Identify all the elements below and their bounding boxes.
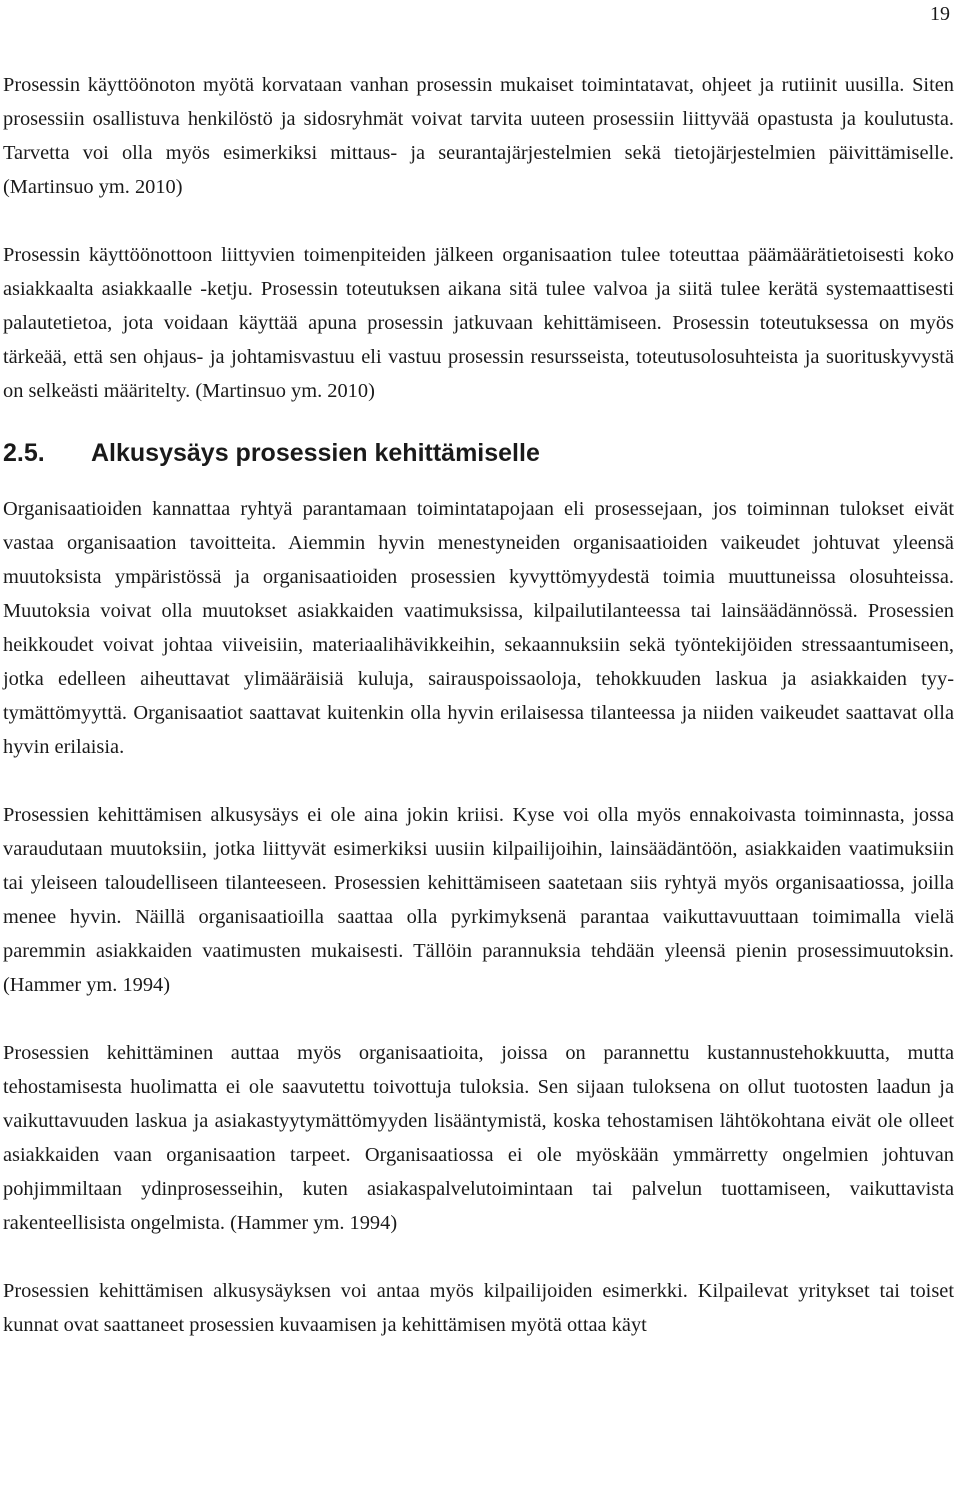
paragraph-1: Prosessin käyttöönoton myötä korvataan vanhan prosessin mukaiset toimintatavat, ohjeet ja rutiinit uusilla. Siten prosessiin osallistuva henkilöstö ja sidosryhmät voivat tarvita uuteen prosessiin liittyvää opastusta ja koulutusta. Tarvetta voi olla myös esimerkiksi mittaus- ja seurantajärjestelmien sekä tietojärjestelmien päivittämiselle. (Martinsuo ym. 2010) (3, 74, 954, 198)
paragraph-3: Organisaatioiden kannattaa ryhtyä parantamaan toimintatapojaan eli prosessejaan, jos toiminnan tulokset eivät vastaa organisaation tavoitteita. Aiemmin hyvin menestyneiden organisaatioiden vaikeudet johtuvat yleensä muutoksista ympäristössä ja organisaatioiden prosessien kyvyttömyydestä toimia muuttuneissa olosuhteissa. Muutoksia voivat olla muutokset asiakkaiden vaatimuksissa, kilpailutilanteessa tai lainsäädännössä. Prosessien heikkoudet voivat johtaa viiveisiin, materiaalihävikkeihin, sekaannuksiin sekä työntekijöiden stressaantumiseen, jotka edelleen aiheuttavat ylimääräisiä kuluja, sairauspoissaoloja, tehokkuuden laskua ja asiakkaiden tyytymättömyyttä. Organisaatiot saattavat kuitenkin olla hyvin erilaisessa tilanteessa ja niiden vaikeudet saattavat olla hyvin erilaisia. (3, 498, 954, 758)
paragraph-4: Prosessien kehittämisen alkusysäys ei ole aina jokin kriisi. Kyse voi olla myös ennakoivasta toiminnasta, jossa varaudutaan muutoksiin, jotka liittyvät esimerkiksi uusiin kilpailijoihin, lainsäädäntöön, asiakkaiden vaatimuksiin tai yleiseen taloudelliseen tilanteeseen. Prosessien kehittämiseen saatetaan siis ryhtyä myös organisaatiossa, joilla menee hyvin. Näillä organisaatioilla saattaa olla pyrkimyksenä parantaa vaikuttavuuttaan toimimalla vielä paremmin asiakkaiden vaatimusten mukaisesti. Tällöin parannuksia tehdään yleensä pienin prosessimuutoksin. (Hammer ym. 1994) (3, 804, 954, 996)
section-title: Alkusysäys prosessien kehittämiselle (91, 439, 540, 467)
section-number: 2.5. (3, 439, 45, 467)
page-number: 19 (930, 3, 950, 25)
document-body (3, 68, 954, 1342)
paragraph-2: Prosessin käyttöönottoon liittyvien toimenpiteiden jälkeen organisaation tulee toteuttaa päämäärätietoisesti koko asiakkaalta asiakkaalle -ketju. Prosessin toteutuksen aikana sitä tulee valvoa ja siitä tulee kerätä systemaattisesti palautetietoa, jota voidaan käyttää apuna prosessin jatkuvaan kehittämiseen. Prosessin toteutuksessa on myös tärkeää, että sen ohjaus- ja johtamisvastuu eli vastuu prosessin resursseista, toteutusolosuhteista ja suorituskyvystä on selkeästi määritelty. (Martinsuo ym. 2010) (3, 244, 954, 402)
section-heading (3, 438, 954, 468)
paragraph-5: Prosessien kehittäminen auttaa myös organisaatioita, joissa on parannettu kustannustehokkuutta, mutta tehostamisesta huolimatta ei ole saavutettu toivottuja tuloksia. Sen sijaan tuloksena on ollut tuotosten laadun ja vaikuttavuuden laskua ja asiakastyytymättömyyden lisääntymistä, koska tehostamisen lähtökohtana eivät ole olleet asiakkaiden vaan organisaation tarpeet. Organisaatiossa ei ole myöskään ymmärretty ongelmien johtuvan pohjimmiltaan ydinprosesseihin, kuten asiakaspalvelutoimintaan tai palvelun tuottamiseen, vaikuttavista rakenteellisista ongelmista. (Hammer ym. 1994) (3, 1042, 954, 1234)
paragraph-6: Prosessien kehittämisen alkusysäyksen voi antaa myös kilpailijoiden esimerkki. Kilpailevat yritykset tai toiset kunnat ovat saattaneet prosessien kuvaamisen ja kehittämisen myötä ottaa käyt (3, 1280, 954, 1336)
